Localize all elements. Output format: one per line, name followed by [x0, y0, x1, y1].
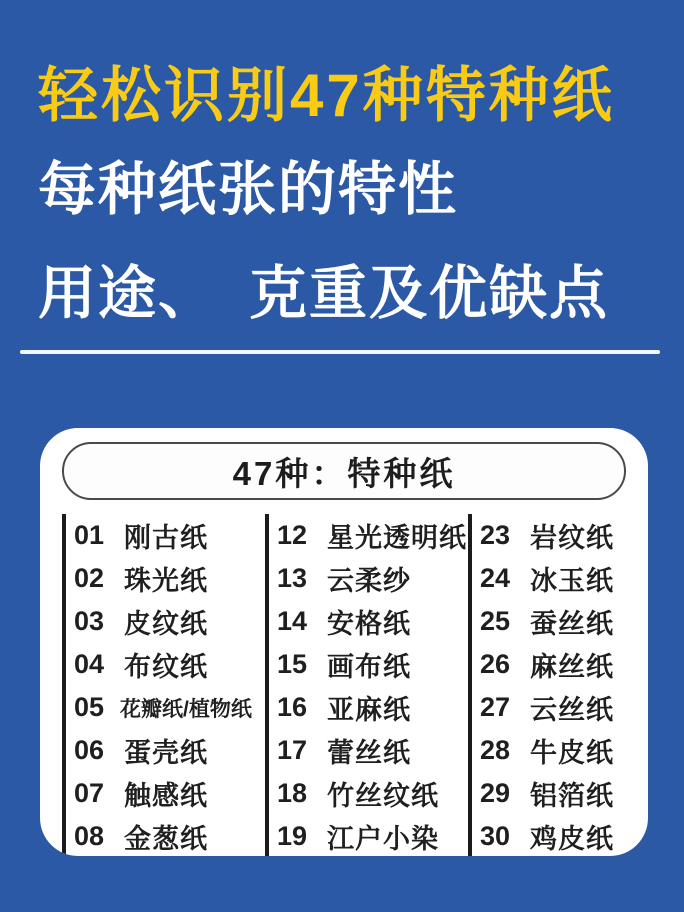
list-item: [275, 686, 468, 729]
item-number: 24: [480, 563, 511, 593]
item-number: 17: [277, 735, 308, 765]
item-name: 皮纹纸: [124, 609, 208, 639]
item-name: 花瓣纸/植物纸: [120, 697, 252, 721]
item-name: 安格纸: [327, 609, 411, 639]
item-number: 29: [480, 778, 511, 808]
list-item: [478, 643, 640, 686]
item-number: 27: [480, 692, 511, 722]
horizontal-divider: [20, 350, 660, 354]
list-item: [478, 772, 640, 815]
item-name: 鸡皮纸: [530, 824, 614, 854]
item-name: 触感纸: [124, 781, 208, 811]
item-number: 13: [277, 563, 308, 593]
card-header-pill: [62, 442, 626, 500]
list-item: [72, 815, 265, 856]
item-name: 蚕丝纸: [530, 609, 614, 639]
paper-list-column-2: [265, 514, 468, 856]
list-item: [478, 557, 640, 600]
item-number: 07: [74, 778, 105, 808]
item-number: 01: [74, 520, 105, 550]
item-name: 金葱纸: [124, 824, 208, 854]
list-item: [478, 514, 640, 557]
paper-list-column-1: [62, 514, 265, 856]
item-name: 江户小染: [327, 824, 439, 854]
item-name: 蛋壳纸: [124, 738, 208, 768]
list-item: [275, 557, 468, 600]
paper-list-columns: [62, 514, 640, 856]
item-number: 04: [74, 649, 105, 679]
item-number: 06: [74, 735, 105, 765]
item-number: 28: [480, 735, 511, 765]
item-number: 19: [277, 821, 308, 851]
item-name: 画布纸: [327, 652, 411, 682]
item-name: 云丝纸: [530, 695, 614, 725]
list-item: [72, 686, 265, 729]
item-name: 麻丝纸: [530, 652, 614, 682]
item-number: 05: [74, 692, 105, 722]
paper-list-card: [40, 428, 648, 856]
item-number: 26: [480, 649, 511, 679]
list-item: [478, 815, 640, 856]
list-item: [275, 729, 468, 772]
list-item: [72, 514, 265, 557]
item-number: 30: [480, 821, 511, 851]
list-item: [275, 815, 468, 856]
list-item: [72, 643, 265, 686]
item-number: 12: [277, 520, 308, 550]
item-name: 珠光纸: [124, 566, 208, 596]
item-name: 铝箔纸: [530, 781, 614, 811]
item-number: 16: [277, 692, 308, 722]
item-name: 亚麻纸: [327, 695, 411, 725]
item-name: 云柔纱: [327, 566, 411, 596]
list-item: [72, 729, 265, 772]
item-name: 蕾丝纸: [327, 738, 411, 768]
poster-title: 轻松识别47种特种纸: [38, 62, 615, 129]
list-item: [275, 600, 468, 643]
item-number: 08: [74, 821, 105, 851]
item-name: 星光透明纸: [327, 523, 467, 553]
item-name: 布纹纸: [124, 652, 208, 682]
list-item: [478, 729, 640, 772]
paper-list-column-3: [468, 514, 640, 856]
list-item: [275, 772, 468, 815]
list-item: [72, 600, 265, 643]
list-item: [275, 514, 468, 557]
list-item: [478, 600, 640, 643]
item-number: 15: [277, 649, 308, 679]
item-number: 02: [74, 563, 105, 593]
list-item: [275, 643, 468, 686]
poster-subtitle-line2: 用途、 克重及优缺点: [38, 261, 610, 326]
item-number: 18: [277, 778, 308, 808]
item-number: 23: [480, 520, 511, 550]
item-number: 14: [277, 606, 308, 636]
item-name: 冰玉纸: [530, 566, 614, 596]
card-header-title: 47种：特种纸: [232, 454, 456, 492]
item-name: 刚古纸: [124, 523, 208, 553]
item-name: 岩纹纸: [530, 523, 614, 553]
list-item: [72, 772, 265, 815]
item-number: 25: [480, 606, 511, 636]
list-item: [478, 686, 640, 729]
item-number: 03: [74, 606, 105, 636]
list-item: [72, 557, 265, 600]
item-name: 牛皮纸: [530, 738, 614, 768]
item-name: 竹丝纹纸: [327, 781, 439, 811]
poster-subtitle-line1: 每种纸张的特性: [38, 157, 459, 222]
